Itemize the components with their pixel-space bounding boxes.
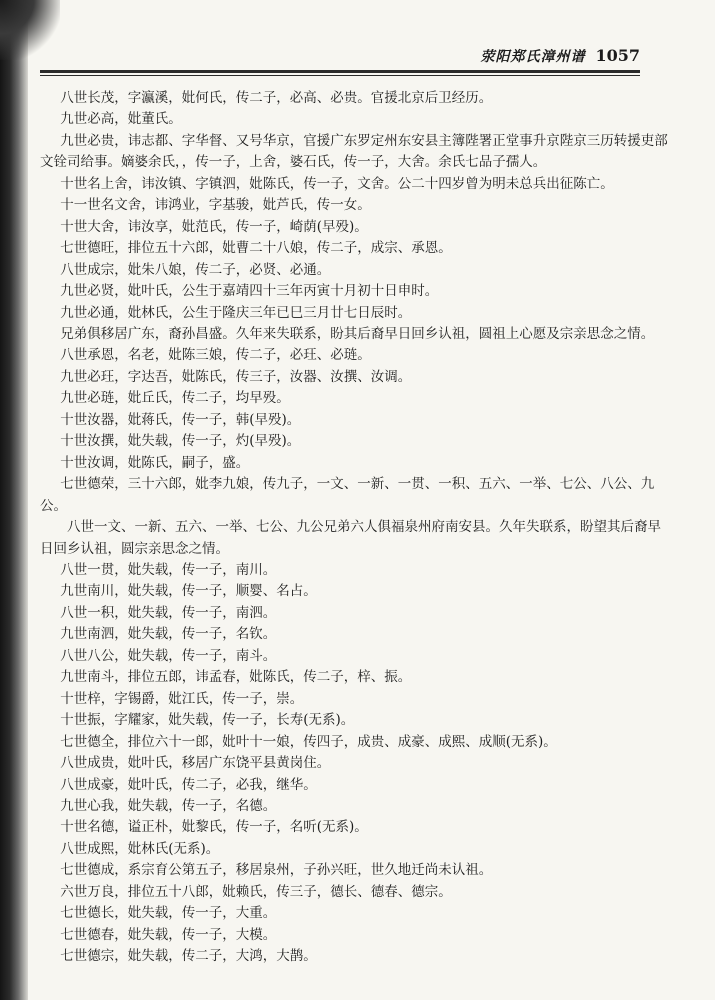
paragraph: 七世德长，妣失载，传一子，大重。 [60, 905, 277, 922]
paragraph: 八世承恩，名老，妣陈三娘，传二子，必玨、必琏。 [60, 347, 371, 364]
paragraph: 八世成熙，妣林氏(无系)。 [60, 840, 220, 857]
paragraph: 十一世名文舍，讳鸿业，字基骏，妣芦氏，传一女。 [60, 197, 371, 214]
paragraph: 七世德宗，妣失载，传二子，大鸿，大鹊。 [60, 948, 317, 965]
paragraph: 十世名上舍，讳汝镇、字镇泗，妣陈氏，传一子，文舍。公二十四岁曾为明未总兵出征陈亡。 [60, 175, 614, 192]
paragraph: 八世八公，妣失载，传一子，南斗。 [60, 647, 277, 664]
paragraph: 九世必玨，字达吾，妣陈氏，传三子，汝器、汝撰、汝调。 [60, 368, 412, 385]
page-number: 1057 [595, 46, 640, 65]
genealogy-text [40, 88, 672, 968]
paragraph: 九世必琏，妣丘氏，传二子，均早殁。 [60, 390, 290, 407]
paragraph: 十世汝器，妣蒋氏，传一子，韩(早殁)。 [60, 411, 301, 428]
paragraph: 八世成贵，妣叶氏，移居广东饶平县黄岗住。 [60, 755, 331, 772]
paragraph: 兄弟俱移居广东，裔孙昌盛。久年来失联系，盼其后裔早日回乡认祖，圆祖上心愿及宗亲思念之情。 [60, 325, 655, 342]
running-header [440, 46, 640, 68]
paragraph: 十世梓，字锡爵，妣江氏，传一子，崇。 [60, 690, 304, 707]
paragraph: 十世名德，谥正朴，妣黎氏，传一子，名听(无系)。 [60, 819, 368, 836]
paragraph: 九世南斗，排位五郎，讳孟春，妣陈氏，传二子，梓、振。 [60, 669, 412, 686]
paragraph: 九世必高，妣董氏。 [60, 111, 182, 128]
paragraph: 十世振，字耀家，妣失载，传一子，长寿(无系)。 [60, 712, 355, 729]
paragraph: 八世成宗，妣朱八娘，传二子，必贤、必通。 [60, 261, 331, 278]
paragraph: 九世南泗，妣失载，传一子，名钦。 [60, 626, 277, 643]
paragraph: 七世德荣，三十六郎，妣李九娘，传九子，一文、一新、一贯、一积、五六、一举、七公、八公、九公。 [40, 476, 655, 514]
book-binding-shadow [0, 0, 28, 1000]
paragraph: 八世成豪，妣叶氏，传二子，必我，继华。 [60, 776, 317, 793]
paragraph: 十世大舍，讳汝享，妣范氏，传一子，崎荫(早殁)。 [60, 218, 368, 235]
paragraph: 七世德成，系宗育公第五子，移居泉州，子孙兴旺，世久地迁尚未认祖。 [60, 862, 493, 879]
page-corner-shadow [0, 0, 60, 60]
header-rule [40, 70, 640, 73]
paragraph: 九世必贵，讳志都、字华督、又号华京，官援广东罗定州东安县主簿陛署正堂事升京陛京三历转援吏部文铨司给事。嫡婆余氏，，传一子，上舍，婆石氏，传一子，大舍。余氏七品子孺人。 [40, 132, 668, 171]
header-title: 荥阳郑氏漳州谱 [480, 49, 586, 65]
paragraph: 七世德全，排位六十一郎，妣叶十一娘，传四子，成贵、成豪、成熙、成顺(无系)。 [60, 733, 557, 750]
paragraph: 九世南川，妣失载，传一子，顺婴、名占。 [60, 583, 317, 600]
paragraph: 八世一文、一新、五六、一举、七公、九公兄弟六人俱福泉州府南安县。久年失联系，盼望其后裔早日回乡认祖，圆宗亲思念之情。 [40, 519, 661, 557]
paragraph: 八世一贯，妣失载，传一子，南川。 [60, 561, 277, 578]
paragraph: 七世德春，妣失载，传一子，大模。 [60, 926, 277, 943]
paragraph: 八世一积，妣失载，传一子，南泗。 [60, 604, 277, 621]
paragraph: 八世长茂，字瀛溪，妣何氏，传二子，必高、必贵。官援北京后卫经历。 [60, 90, 493, 106]
paragraph: 十世汝撰，妣失载，传一子，灼(早殁)。 [60, 433, 301, 450]
paragraph: 九世必贤，妣叶氏，公生于嘉靖四十三年丙寅十月初十日申时。 [60, 283, 439, 300]
paragraph: 九世心我，妣失载，传一子，名德。 [60, 797, 277, 814]
header-rule-thin [40, 75, 640, 76]
paragraph: 十世汝调，妣陈氏，嗣子，盛。 [60, 454, 250, 471]
paragraph: 七世德旺，排位五十六郎，妣曹二十八娘，传二子，成宗、承恩。 [60, 240, 452, 257]
paragraph: 九世必通，妣林氏，公生于隆庆三年已巳三月廿七日辰时。 [60, 304, 412, 321]
paragraph: 六世万良，排位五十八郎，妣赖氏，传三子，德长、德春、德宗。 [60, 883, 452, 900]
